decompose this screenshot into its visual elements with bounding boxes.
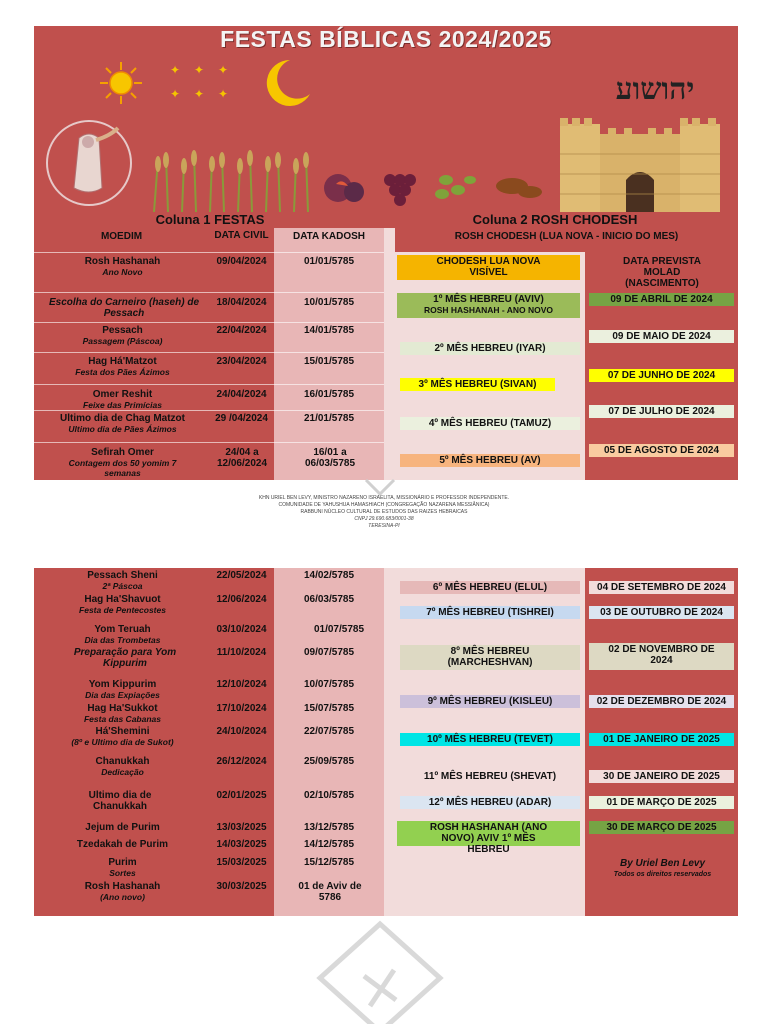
month-date: 01 DE JANEIRO DE 2025 bbox=[589, 733, 734, 746]
rosh-chodesh-header: ROSH CHODESH (LUA NOVA - INICIO DO MES) bbox=[454, 231, 679, 242]
civil-date: 29 /04/2024 bbox=[215, 413, 268, 424]
feast-row: Hag Há'Matzot Festa dos Pães Ázimos bbox=[75, 356, 170, 377]
svg-text:✦: ✦ bbox=[218, 63, 229, 77]
month-date: 02 DE DEZEMBRO DE 2024 bbox=[589, 695, 734, 708]
kadosh-date: 13/12/5785 bbox=[303, 822, 355, 833]
month-date: 07 DE JUNHO DE 2024 bbox=[589, 369, 734, 382]
month-date: 09 DE ABRIL DE 2024 bbox=[589, 293, 734, 306]
chodesh-header: CHODESH LUA NOVA VISÍVEL bbox=[397, 255, 580, 280]
month-label: 3º MÊS HEBREU (SIVAN) bbox=[400, 378, 555, 391]
column-1-heading: Coluna 1 FESTAS bbox=[155, 212, 265, 227]
month-label: 5º MÊS HEBREU (AV) bbox=[400, 454, 580, 467]
page-title: FESTAS BÍBLICAS 2024/2025 bbox=[220, 26, 552, 52]
spacer-column-bottom bbox=[384, 568, 395, 916]
feast-row: Há'Shemini (8º e Ultimo dia de Sukot) bbox=[71, 726, 174, 747]
hebrew-name: יהושוע bbox=[615, 72, 695, 107]
svg-text:✦: ✦ bbox=[194, 87, 205, 101]
month-label: 9º MÊS HEBREU (KISLEU) bbox=[400, 695, 580, 708]
month-date: 02 DE NOVEMBRO DE 2024 bbox=[589, 643, 734, 670]
kadosh-date: 14/01/5785 bbox=[303, 325, 355, 336]
author-signature: By Uriel Ben Levy bbox=[619, 858, 706, 869]
feast-row: Rosh Hashanah (Ano novo) bbox=[84, 881, 161, 902]
month-label: 11º MÊS HEBREU (SHEVAT) bbox=[400, 770, 580, 783]
month-label: 7º MÊS HEBREU (TISHREI) bbox=[400, 606, 580, 619]
shofar-blower-illustration bbox=[44, 118, 134, 208]
month-date: 30 DE JANEIRO DE 2025 bbox=[589, 770, 734, 783]
feast-row: Hag Ha'Sukkot Festa das Cabanas bbox=[83, 703, 161, 724]
feast-row: Yom Kippurim Dia das Expiações bbox=[85, 679, 160, 700]
svg-text:✦: ✦ bbox=[170, 87, 181, 101]
month-label: ROSH HASHANAH (ANO NOVO) AVIV 1º MÊS HEBREU bbox=[397, 821, 580, 846]
feast-row: Ultimo dia de Chanukkah bbox=[88, 790, 152, 812]
month-date: 03 DE OUTUBRO DE 2024 bbox=[589, 606, 734, 619]
kadosh-date: 15/07/5785 bbox=[303, 703, 355, 714]
month-date: 07 DE JULHO DE 2024 bbox=[589, 405, 734, 418]
kadosh-date: 14/02/5785 bbox=[303, 570, 355, 581]
month-label: 2º MÊS HEBREU (IYAR) bbox=[400, 342, 580, 355]
kadosh-date: 16/01/5785 bbox=[303, 389, 355, 400]
kadosh-date: 21/01/5785 bbox=[303, 413, 355, 424]
kadosh-date: 15/01/5785 bbox=[303, 356, 355, 367]
jerusalem-gate-illustration bbox=[560, 114, 720, 212]
civil-date: 03/10/2024 bbox=[216, 624, 267, 635]
column-2-heading: Coluna 2 ROSH CHODESH bbox=[472, 212, 638, 227]
data-civil-header: DATA CIVIL bbox=[214, 230, 269, 241]
civil-date: 11/10/2024 bbox=[216, 647, 267, 658]
svg-text:✦: ✦ bbox=[218, 87, 229, 101]
feast-row: Hag Ha'Shavuot Festa de Pentecostes bbox=[79, 594, 166, 615]
kadosh-date: 10/07/5785 bbox=[303, 679, 355, 690]
feast-row: Yom Teruah Dia das Trombetas bbox=[84, 624, 161, 645]
wheat-field-illustration bbox=[144, 150, 314, 212]
spacer-column bbox=[384, 228, 395, 480]
feast-row: Preparação para Yom Kippurim bbox=[73, 647, 177, 669]
month-label: 6º MÊS HEBREU (ELUL) bbox=[400, 581, 580, 594]
kadosh-date: 06/03/5785 bbox=[303, 594, 355, 605]
feast-row: Omer Reshit Feixe das Primícias bbox=[83, 389, 162, 410]
civil-date: 15/03/2025 bbox=[216, 857, 267, 868]
civil-date: 12/06/2024 bbox=[216, 594, 267, 605]
civil-date: 22/05/2024 bbox=[216, 570, 267, 581]
civil-date: 24/04/2024 bbox=[216, 389, 267, 400]
kadosh-date: 22/07/5785 bbox=[303, 726, 355, 737]
kadosh-date: 02/10/5785 bbox=[303, 790, 355, 801]
fruits-illustration bbox=[316, 160, 556, 210]
feast-row: Purim Sortes bbox=[108, 857, 137, 878]
stars-icon bbox=[166, 62, 236, 106]
watermark-logo-icon bbox=[300, 918, 460, 1024]
feast-row: Jejum de Purim bbox=[85, 822, 160, 833]
month-label: 4º MÊS HEBREU (TAMUZ) bbox=[400, 417, 580, 430]
civil-date: 18/04/2024 bbox=[216, 297, 267, 308]
month-label: 8º MÊS HEBREU (MARCHESHVAN) bbox=[400, 645, 580, 670]
civil-date: 14/03/2025 bbox=[216, 839, 267, 850]
feast-row: Tzedakah de Purim bbox=[76, 839, 169, 850]
feast-row: Pessach Passagem (Páscoa) bbox=[82, 325, 163, 346]
data-prevista-header: DATA PREVISTA MOLAD (NASCIMENTO) bbox=[623, 256, 701, 289]
svg-text:✦: ✦ bbox=[194, 63, 205, 77]
month-date: 01 DE MARÇO DE 2025 bbox=[589, 796, 734, 809]
sun-icon bbox=[98, 60, 144, 106]
kadosh-date: 10/01/5785 bbox=[303, 297, 355, 308]
kadosh-date: 09/07/5785 bbox=[303, 647, 355, 658]
feast-row: Pessach Sheni 2ª Páscoa bbox=[87, 570, 158, 591]
feast-row: Ultimo dia de Chag Matzot Ultimo dia de Pães Ázimos bbox=[60, 413, 185, 434]
month-date: 05 DE AGOSTO DE 2024 bbox=[589, 444, 734, 457]
feast-row: Escolha do Carneiro (haseh) de Pessach bbox=[48, 297, 200, 319]
rights-notice: Todos os direitos reservados bbox=[613, 871, 712, 878]
moon-icon bbox=[260, 56, 314, 110]
watermark-mark-top bbox=[360, 478, 400, 498]
kadosh-date: 25/09/5785 bbox=[303, 756, 355, 767]
month-label: 12º MÊS HEBREU (ADAR) bbox=[400, 796, 580, 809]
civil-date: 13/03/2025 bbox=[216, 822, 267, 833]
feast-row: Rosh Hashanah Ano Novo bbox=[84, 256, 161, 277]
kadosh-date: 15/12/5785 bbox=[303, 857, 355, 868]
civil-date: 22/04/2024 bbox=[216, 325, 267, 336]
kadosh-date: 01 de Aviv de 5786 bbox=[298, 881, 362, 903]
kadosh-date: 01/01/5785 bbox=[303, 256, 355, 267]
moedim-header: MOEDIM bbox=[100, 231, 143, 242]
civil-date: 17/10/2024 bbox=[216, 703, 267, 714]
civil-date: 30/03/2025 bbox=[216, 881, 267, 892]
civil-date: 12/10/2024 bbox=[216, 679, 267, 690]
month-label: 1º MÊS HEBREU (AVIV) ROSH HASHANAH - ANO NOVO bbox=[397, 293, 580, 318]
month-date: 04 DE SETEMBRO DE 2024 bbox=[589, 581, 734, 594]
civil-date: 09/04/2024 bbox=[216, 256, 267, 267]
civil-date: 24/04 a 12/06/2024 bbox=[216, 447, 268, 469]
kadosh-date: 16/01 a 06/03/5785 bbox=[304, 447, 356, 469]
kadosh-date: 14/12/5785 bbox=[303, 839, 355, 850]
kadosh-date: 01/07/5785 bbox=[313, 624, 365, 635]
month-label: 10º MÊS HEBREU (TEVET) bbox=[400, 733, 580, 746]
feast-row: Sefirah Omer Contagem dos 50 yomim 7 semanas bbox=[68, 447, 177, 478]
civil-date: 24/10/2024 bbox=[216, 726, 267, 737]
month-date: 09 DE MAIO DE 2024 bbox=[589, 330, 734, 343]
civil-date: 02/01/2025 bbox=[216, 790, 267, 801]
civil-date: 26/12/2024 bbox=[216, 756, 267, 767]
svg-text:✦: ✦ bbox=[170, 63, 181, 77]
month-date: 30 DE MARÇO DE 2025 bbox=[589, 821, 734, 834]
credits-block: KHN URIEL BEN LEVY, MINISTRO NAZARENO ISRAELITA, MISSIONÁRIO E PROFESSOR INDEPENDENTE. COMUNIDADE DE YAHUSHUA HAMASHIACH (CONGREGAÇÃO NAZARENA MESSIÂNICA) RABBUNI NÚCLEO CULTURAL DE ESTUDOS DAS RAIZES HEBRAICAS CNPJ 29.690.683/0001-38 TERESINA-PI bbox=[258, 495, 510, 529]
feast-row: Chanukkah Dedicação bbox=[95, 756, 150, 777]
data-kadosh-header: DATA KADOSH bbox=[292, 231, 366, 242]
civil-date: 23/04/2024 bbox=[216, 356, 267, 367]
